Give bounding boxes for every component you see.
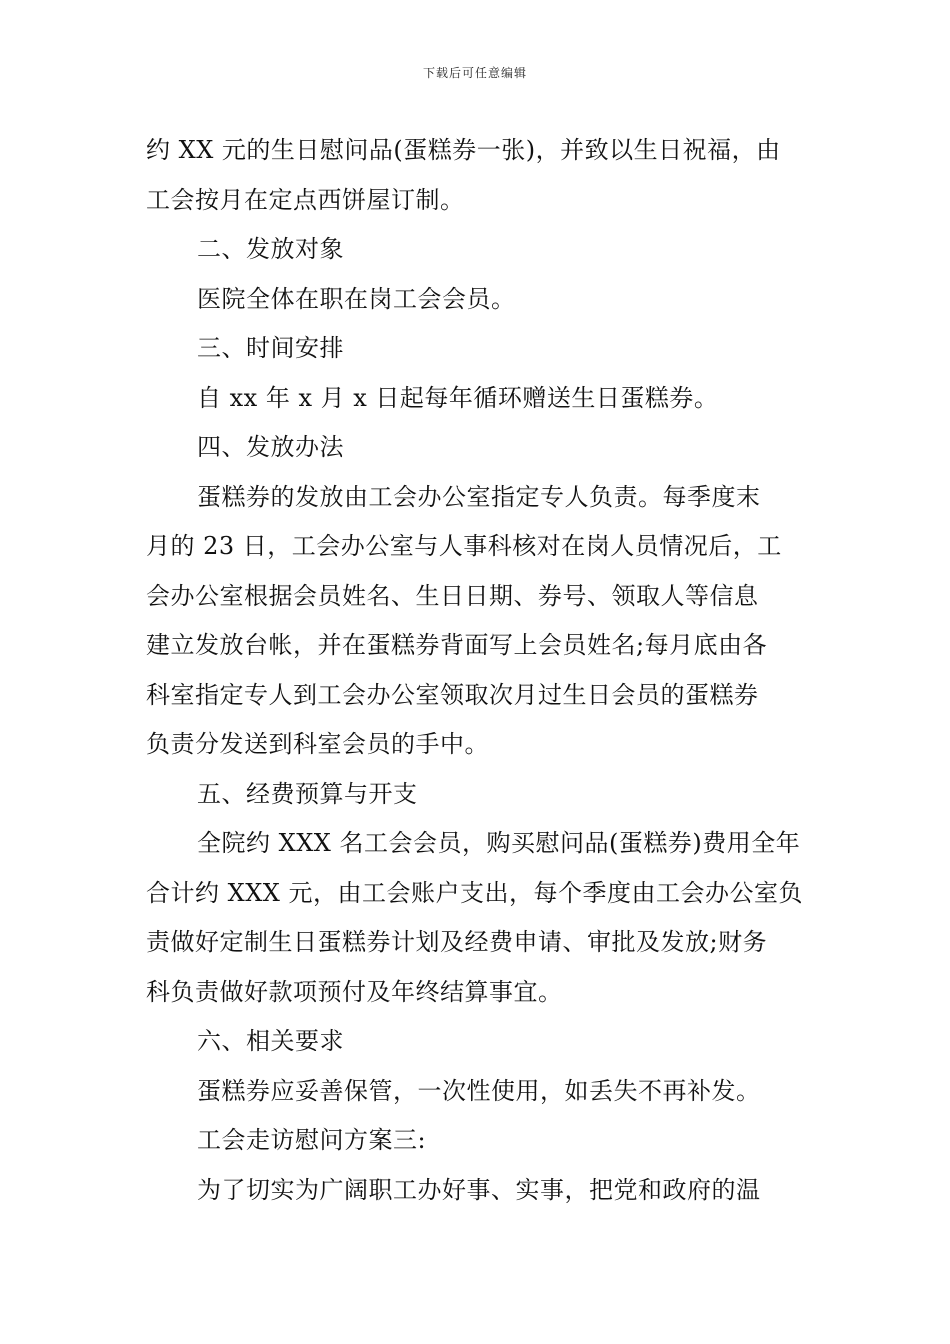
text-line: 工会按月在定点西饼屋订制。 bbox=[146, 185, 465, 214]
text-line: 自 xx 年 x 月 x 日起每年循环赠送生日蛋糕券。 bbox=[197, 383, 719, 412]
text-line: 责做好定制生日蛋糕券计划及经费申请、审批及发放;财务 bbox=[146, 928, 768, 956]
text-line: 建立发放台帐，并在蛋糕券背面写上会员姓名;每月底由各 bbox=[146, 631, 768, 659]
page-header: 下载后可任意编辑 bbox=[422, 66, 527, 80]
text-line: 为了切实为广阔职工办好事、实事，把党和政府的温 bbox=[197, 1175, 761, 1204]
text-line: 科室指定专人到工会办公室领取次月过生日会员的蛋糕券 bbox=[146, 680, 759, 709]
text-line: 约 XX 元的生日慰问品(蛋糕券一张)，并致以生日祝福，由 bbox=[146, 136, 781, 164]
text-line: 蛋糕券应妥善保管，一次性使用，如丢失不再补发。 bbox=[197, 1076, 761, 1105]
text-line: 工会走访慰问方案三: bbox=[197, 1126, 427, 1154]
text-line: 蛋糕券的发放由工会办公室指定专人负责。每季度末 bbox=[197, 482, 761, 511]
text-line: 月的 23 日，工会办公室与人事科核对在岗人员情况后，工 bbox=[146, 532, 782, 560]
text-line: 五、经费预算与开支 bbox=[197, 779, 418, 808]
text-line: 四、发放办法 bbox=[197, 433, 344, 461]
text-line: 二、发放对象 bbox=[197, 235, 344, 263]
document-body bbox=[146, 130, 818, 1219]
text-line: 负责分发送到科室会员的手中。 bbox=[146, 730, 489, 758]
text-line: 合计约 XXX 元，由工会账户支出，每个季度由工会办公室负 bbox=[146, 878, 804, 907]
text-line: 医院全体在职在岗工会会员。 bbox=[197, 284, 516, 313]
text-line: 三、时间安排 bbox=[197, 334, 344, 362]
text-line: 科负责做好款项预付及年终结算事宜。 bbox=[146, 977, 563, 1006]
text-line: 会办公室根据会员姓名、生日日期、券号、领取人等信息 bbox=[146, 581, 759, 610]
text-line: 六、相关要求 bbox=[197, 1027, 344, 1055]
text-line: 全院约 XXX 名工会会员，购买慰问品(蛋糕券)费用全年 bbox=[197, 829, 801, 857]
